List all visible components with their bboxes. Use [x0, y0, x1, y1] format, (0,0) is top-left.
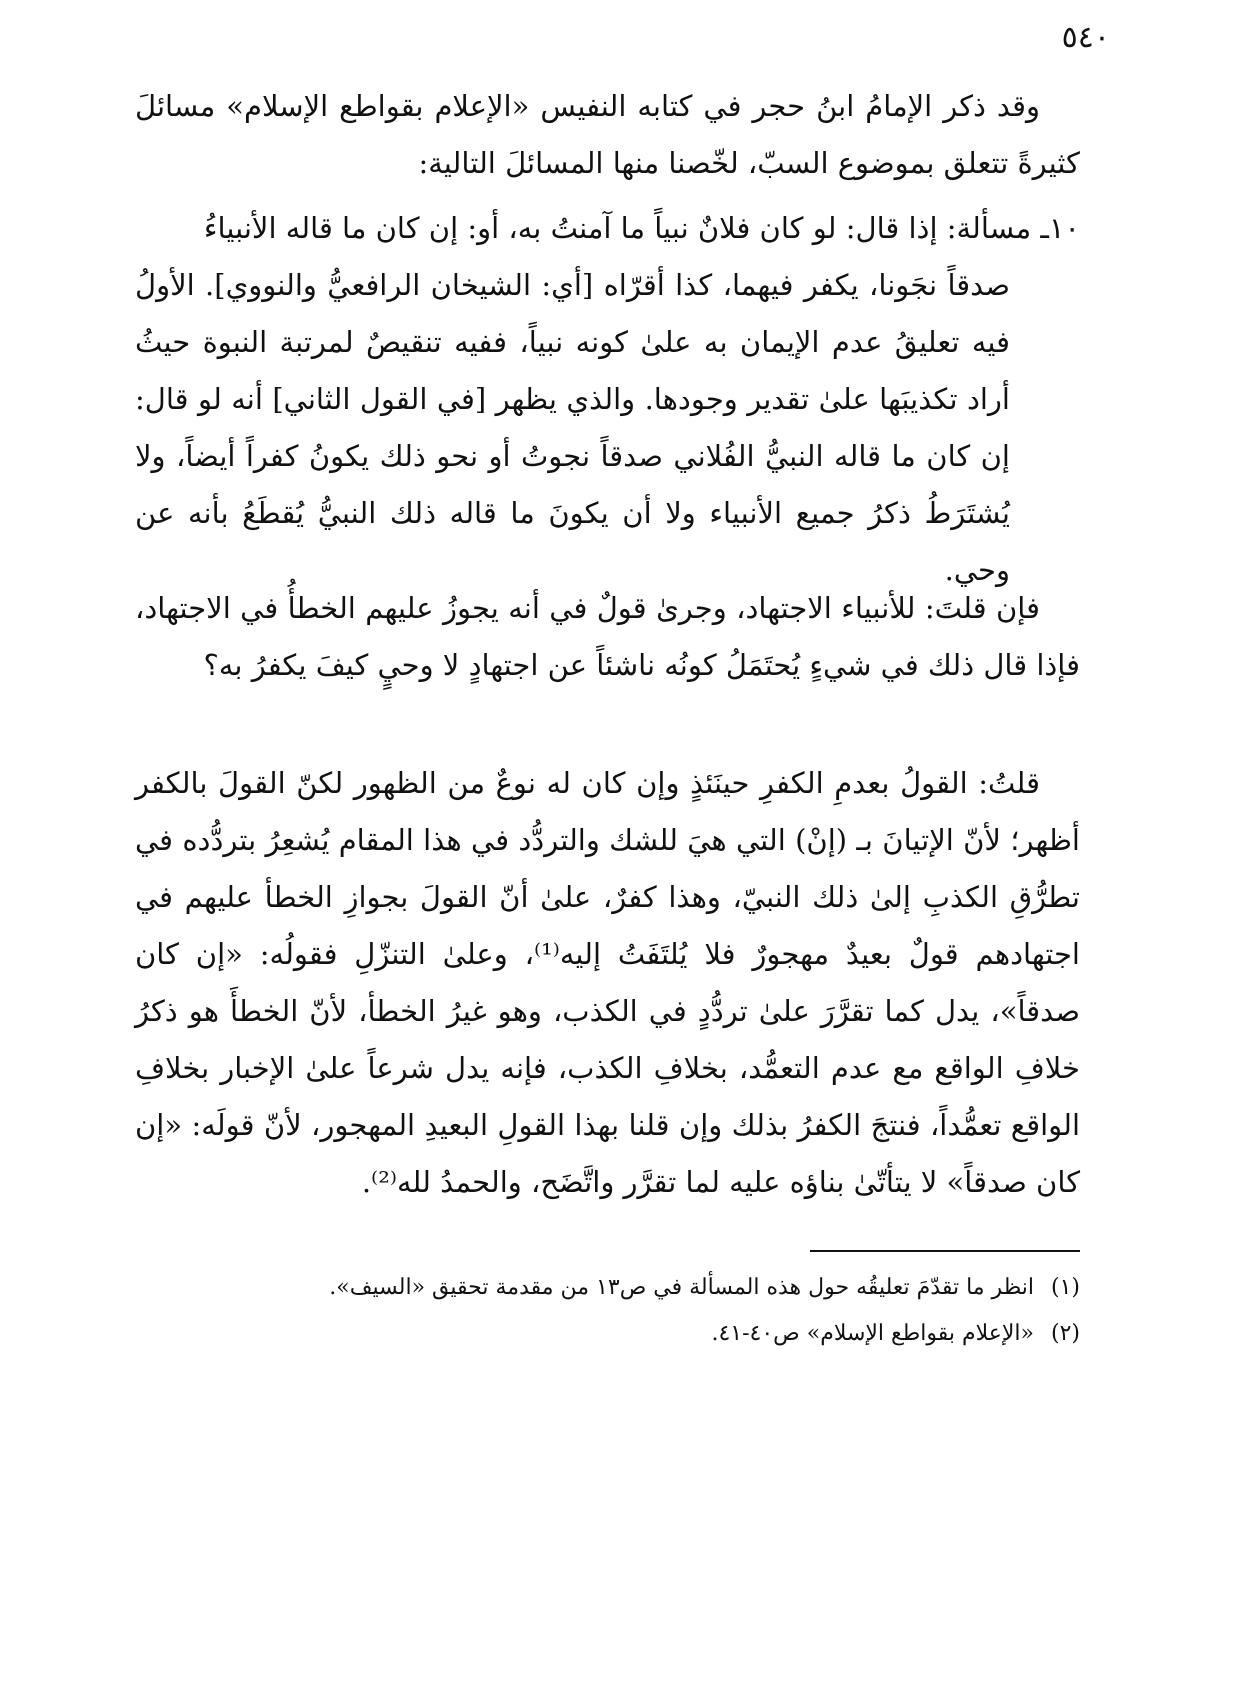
issue-10	[135, 200, 1080, 599]
footnote-number: (١)	[1050, 1275, 1080, 1300]
issue-10-body: صدقاً نجَونا، يكفر فيهما، كذا أقرّاه [أي: الشيخان الرافعيُّ والنووي]. الأولُ فيه تعليقُ عدم الإيمان به علىٰ كونه نبياً، ففيه تنقيصٌ لمرتبة النبوة حيثُ أراد تكذيبَها علىٰ تقدير وجودها. والذي يظهر [في القول الثاني] أنه لو قال: إن كان ما قاله النبيُّ الفُلاني صدقاً نجوتُ أو نحو ذلك يكونُ كفراً أيضاً، ولا يُشتَرَطُ ذكرُ جميع الأنبياء ولا أن يكونَ ما قاله ذلك النبيُّ يُقطَعُ بأنه عن وحي.	[135, 268, 1010, 587]
issue-10-lead: ١٠ـ مسألة: إذا قال: لو كان فلانٌ نبياً ما آمنتُ به، أو: إن كان ما قاله الأنبياءُ	[203, 211, 1080, 245]
footnote-text: انظر ما تقدّمَ تعليقُه حول هذه المسألة في ص١٣ من مقدمة تحقيق «السيف».	[329, 1275, 1034, 1300]
question-paragraph: فإن قلتَ: للأنبياء الاجتهاد، وجرىٰ قولٌ في أنه يجوزُ عليهم الخطأُ في الاجتهاد، فإذا قال ذلك في شيءٍ يُحتَمَلُ كونُه ناشئاً عن اجتهادٍ لا وحيٍ كيفَ يكفرُ به؟	[135, 591, 1080, 682]
footnote-text: «الإعلام بقواطع الإسلام» ص٤٠-٤١.	[711, 1321, 1034, 1346]
footnote-number: (٢)	[1050, 1321, 1080, 1346]
answer-paragraph: قلتُ: القولُ بعدمِ الكفرِ حينَئذٍ وإن كان له نوعٌ من الظهور لكنّ القولَ بالكفر أظهر؛ لأنّ الإتيانَ بـ (إنْ) التي هيَ للشك والتردُّد في هذا المقام يُشعِرُ بتردُّده في تطرُّقِ الكذبِ إلىٰ ذلك النبيّ، وهذا كفرٌ، علىٰ أنّ القولَ بجوازِ الخطأ عليهم في اجتهادهم قولٌ بعيدٌ مهجورٌ فلا يُلتَفَتُ إليه⁽¹⁾، وعلىٰ التنزّلِ فقولُه: «إن كان صدقاً»، يدل كما تقرَّرَ علىٰ تردُّدٍ في الكذب، وهو غيرُ الخطأ، لأنّ الخطأَ هو ذكرُ خلافِ الواقع مع عدم التعمُّد، بخلافِ الكذب، فإنه يدل شرعاً علىٰ الإخبار بخلافِ الواقع تعمُّداً، فنتجَ الكفرُ بذلك وإن قلنا بهذا القولِ البعيدِ المهجور، لأنّ قولَه: «إن كان صدقاً» لا يتأتّىٰ بناؤه عليه لما تقرَّر واتَّضَح، والحمدُ لله⁽²⁾.	[135, 766, 1080, 1199]
page-number: ٥٤٠	[1061, 20, 1110, 55]
footnotes	[135, 1265, 1080, 1357]
footnote-1	[135, 1265, 1080, 1311]
footnote-2	[135, 1311, 1080, 1357]
intro-paragraph: وقد ذكر الإمامُ ابنُ حجر في كتابه النفيس «الإعلام بقواطع الإسلام» مسائلَ كثيرةً تتعلق بموضوع السبّ، لخّصنا منها المسائلَ التالية:	[135, 89, 1080, 180]
footnote-divider	[810, 1250, 1080, 1252]
